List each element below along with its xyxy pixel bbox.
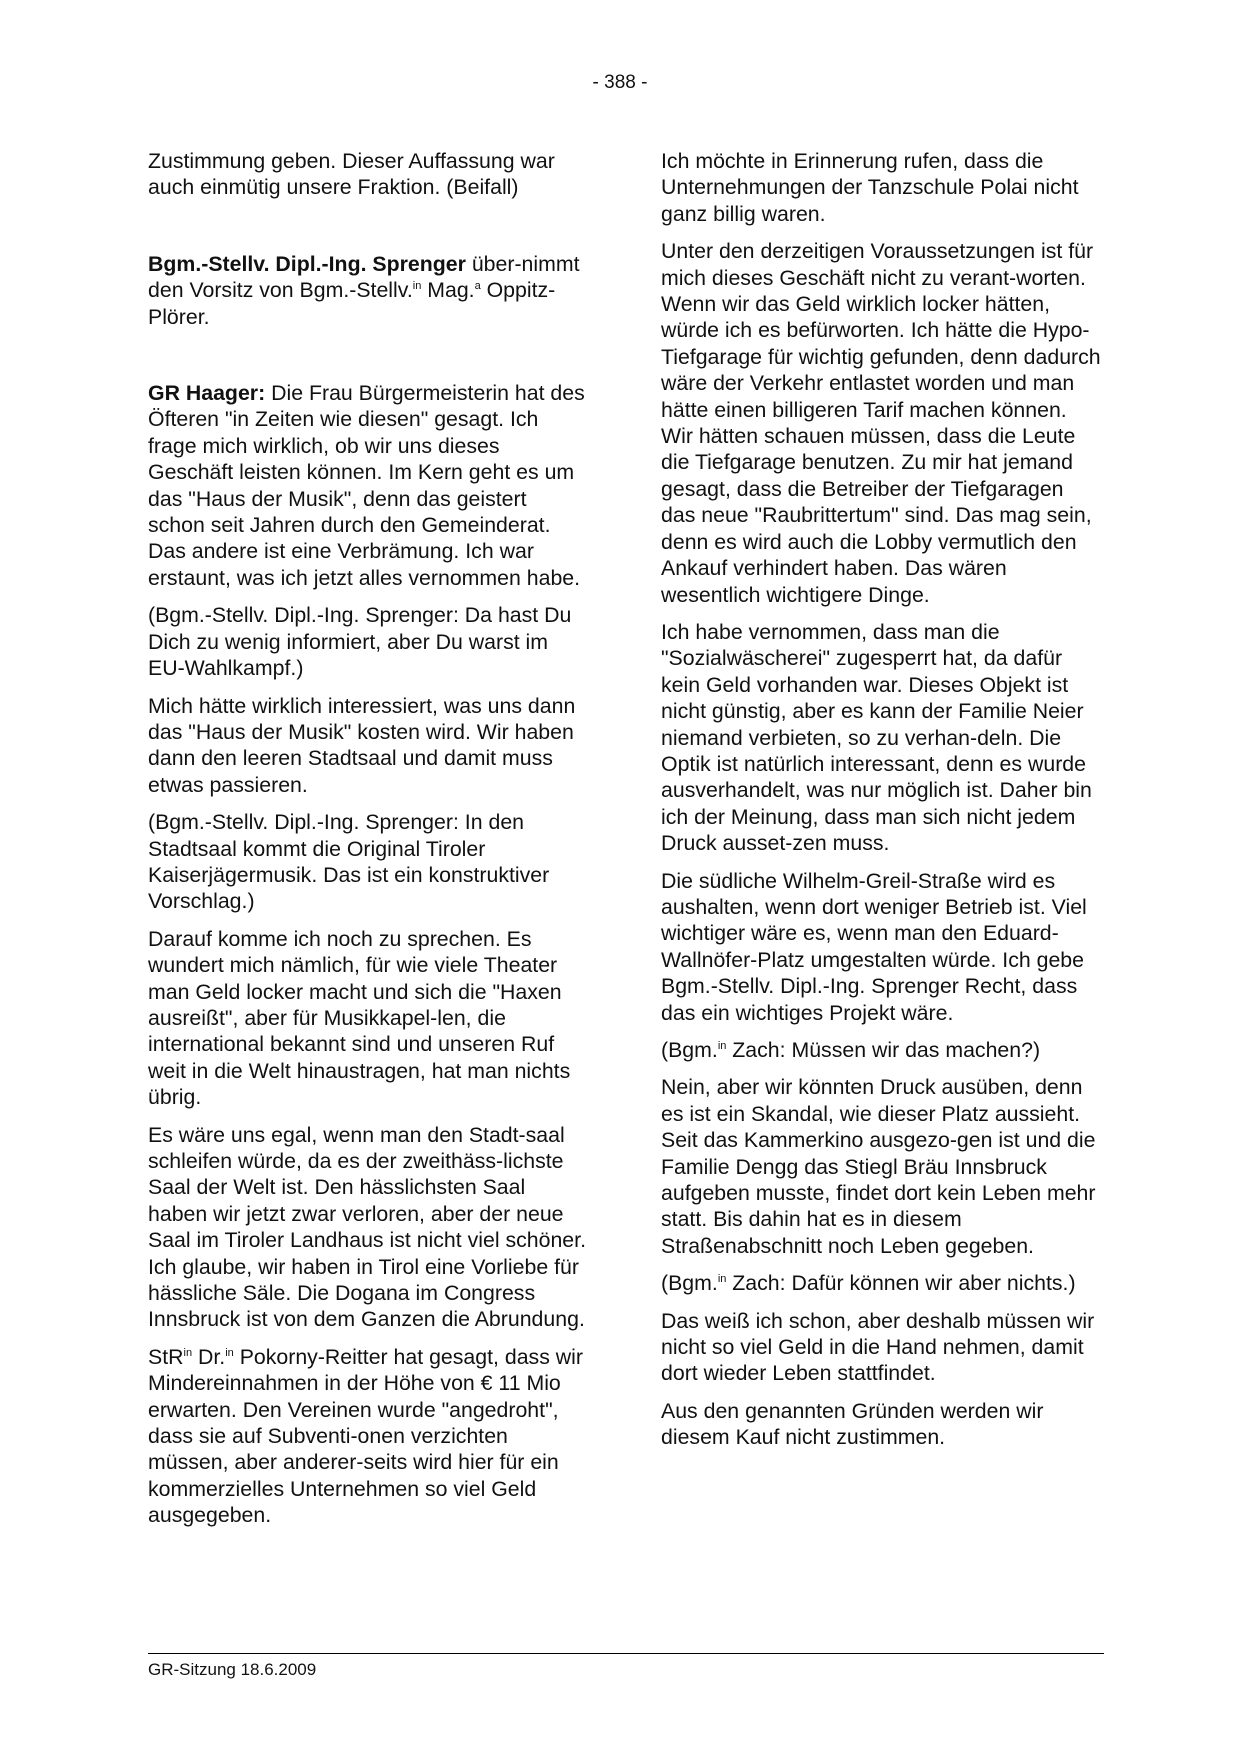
paragraph: Es wäre uns egal, wenn man den Stadt-saal schleifen würde, da es der zweithäss-lichste Saal der Welt ist. Den hässlichsten Saal haben wir jetzt zwar verloren, aber der neue Saal im Tiroler Landhaus ist nicht viel schöner. Ich glaube, wir haben in Tirol eine Vorliebe für hässliche Säle. Die Dogana im Congress Innsbruck ist von dem Ganzen die Abrundung. [148, 1122, 586, 1332]
paragraph: Nein, aber wir könnten Druck ausüben, denn es ist ein Skandal, wie dieser Platz aussieht. Seit das Kammerkino ausgezo-gen ist und die Familie Dengg das Stiegl Bräu Innsbruck aufgeben musste, findet dort kein Leben mehr statt. Bis dahin hat es in diesem Straßenabschnitt noch Leben gegeben. [661, 1075, 1096, 1258]
paragraph: Mich hätte wirklich interessiert, was uns dann das "Haus der Musik" kosten wird. Wir haben dann den leeren Stadtsaal und damit muss etwas passieren. [148, 693, 576, 797]
paragraph: Zustimmung geben. Dieser Auffassung war auch einmütig unsere Fraktion. (Beifall) [148, 149, 555, 200]
page-number: - 388 - [592, 72, 648, 93]
right-column [661, 148, 1101, 1462]
paragraph: Darauf komme ich noch zu sprechen. Es wundert mich nämlich, für wie viele Theater man Geld locker macht und sich die "Haxen ausreißt", aber für Musikkapel-len, die international bekannt sind und unseren Ruf weit in die Welt hinaustragen, hat man nichts übrig. [148, 926, 571, 1110]
left-column [148, 148, 588, 1540]
paragraph-interjection: (Bgm.$^{in}$ Zach: Müssen wir das machen?) [661, 1038, 1041, 1062]
footer-divider [148, 1653, 1104, 1654]
paragraph: Ich möchte in Erinnerung rufen, dass die Unternehmungen der Tanzschule Polai nicht ganz billig waren. [661, 149, 1079, 226]
paragraph-interjection: (Bgm.-Stellv. Dipl.-Ing. Sprenger: Da hast Du Dich zu wenig informiert, aber Du warst im EU-Wahlkampf.) [148, 603, 572, 681]
speaker-name: GR Haager: [148, 381, 266, 406]
paragraph: Ich habe vernommen, dass man die "Sozialwäscherei" zugesperrt hat, da dafür kein Geld vorhanden war. Dieses Objekt ist nicht günstig, aber es kann der Familie Neier niemand verbieten, so zu verhan-deln. Die Optik ist natürlich interessant, denn es wurde ausverhandelt, was nur möglich ist. Daher bin ich der Meinung, dass man sich nicht jedem Druck ausset-zen muss. [661, 619, 1092, 856]
paragraph-interjection: (Bgm.-Stellv. Dipl.-Ing. Sprenger: In den Stadtsaal kommt die Original Tiroler Kaiserjägermusik. Das ist ein konstruktiver Vorschlag.) [148, 810, 550, 914]
paragraph: Die südliche Wilhelm-Greil-Straße wird es aushalten, wenn dort weniger Betrieb ist. Viel wichtiger wäre es, wenn man den Eduard-Wallnöfer-Platz umgestalten würde. Ich gebe Bgm.-Stellv. Dipl.-Ing. Sprenger Recht, dass das ein wichtiges Projekt wäre. [661, 868, 1087, 1025]
paragraph-interjection: (Bgm.$^{in}$ Zach: Dafür können wir aber nichts.) [661, 1271, 1076, 1296]
speaker-name: Bgm.-Stellv. Dipl.-Ing. Sprenger [148, 251, 466, 276]
paragraph: Aus den genannten Gründen werden wir diesem Kauf nicht zustimmen. [661, 1398, 1044, 1450]
paragraph: Das weiß ich schon, aber deshalb müssen wir nicht so viel Geld in die Hand nehmen, damit dort wieder Leben stattfindet. [661, 1308, 1095, 1386]
paragraph: Unter den derzeitigen Voraussetzungen ist für mich dieses Geschäft nicht zu verant-worten. Wenn wir das Geld wirklich locker hätten, würde ich es befürworten. Ich hätte die Hypo-Tiefgarage für wichtig gefunden, denn dadurch wäre der Verkehr entlastet worden und man hätte einen billigeren Tarif machen können. Wir hätten schauen müssen, dass die Leute die Tiefgarage benutzen. Zu mir hat jemand gesagt, dass die Betreiber der Tiefgaragen das neue "Raubrittertum" sind. Das mag sein, denn es wird auch die Lobby vermutlich den Ankauf verhindert haben. Das wären wesentlich wichtigere Dinge. [661, 239, 1101, 607]
footer-text: GR-Sitzung 18.6.2009 [148, 1660, 317, 1679]
paragraph: StR$^{in}$ Dr.$^{in}$ Pokorny-Reitter hat gesagt, dass wir Mindereinnahmen in der Höhe von € 11 Mio erwarten. Den Vereinen wurde "angedroht", dass sie auf Subventi-onen verzichten müssen, aber anderer-seits wird hier für ein kommerzielles Unternehmen so viel Geld ausgegeben. [148, 1344, 583, 1528]
paragraph-chair-change: Bgm.-Stellv. Dipl.-Ing. Sprenger über-nimmt den Vorsitz von Bgm.-Stellv.$^{in}$ Mag.$^a$ Oppitz-Plörer. [148, 251, 580, 329]
paragraph-speech: GR Haager: Die Frau Bürgermeisterin hat des Öfteren "in Zeiten wie diesen" gesagt. Ich frage mich wirklich, ob wir uns dieses Geschäft leisten können. Im Kern geht es um das "Haus der Musik", denn das geistert schon seit Jahren durch den Gemeinderat. Das andere ist eine Verbrämung. Ich war erstaunt, was ich jetzt alles vernommen habe. [148, 381, 585, 590]
